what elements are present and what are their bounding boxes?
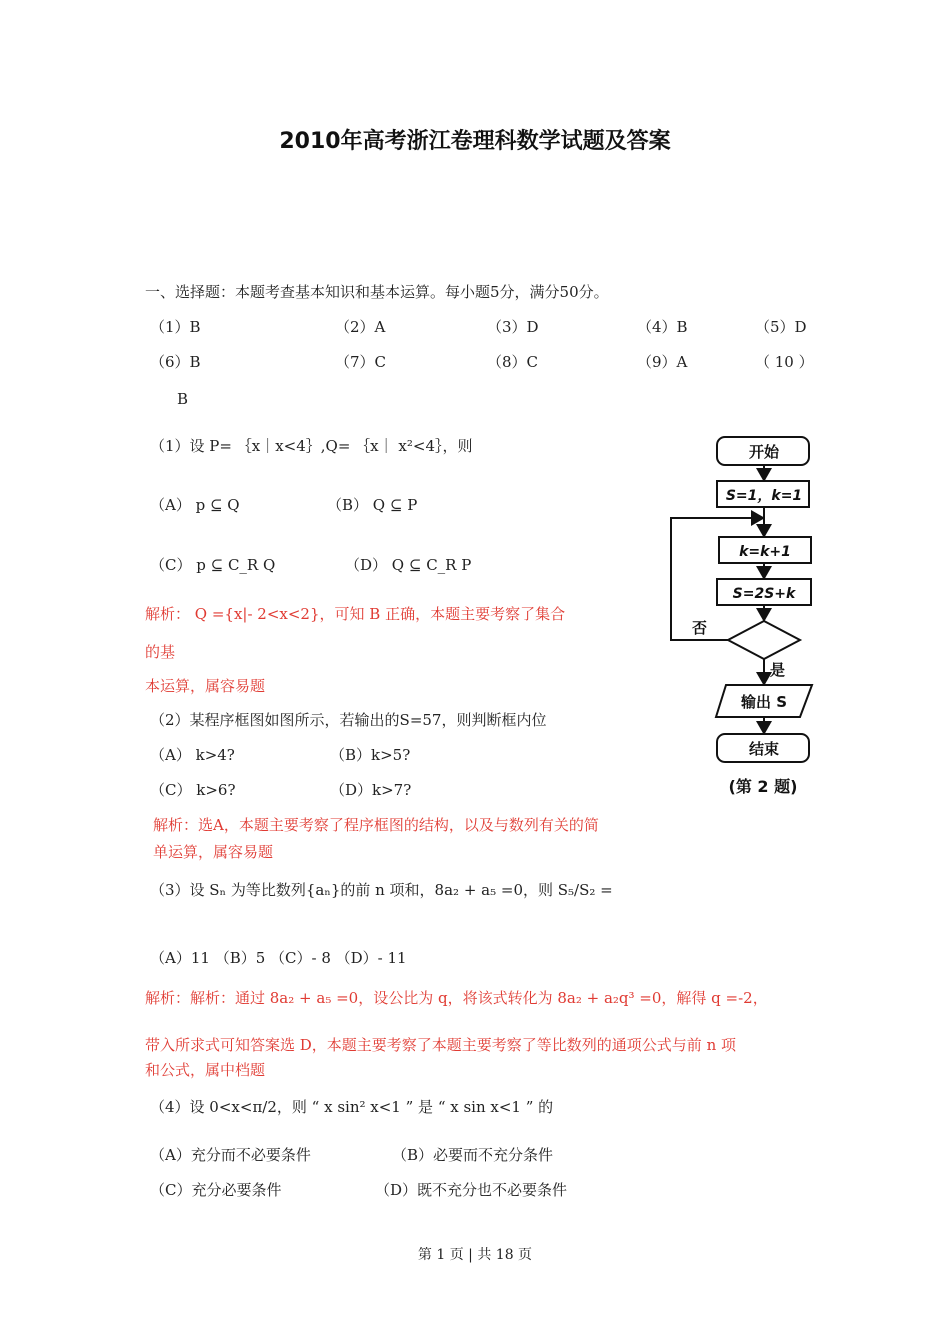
q2-solution: 单运算，属容易题 [153,843,274,861]
flowchart [660,425,840,810]
init-label: S=1，k=1 [725,488,803,504]
update-label: S=2S+k [732,586,796,602]
answer: （2）A [335,318,386,336]
q3-options: （A）11 （B）5 （C）- 8 （D）- 11 [150,949,407,967]
q1-option-b: （B） Q ⊆ P [327,496,418,514]
answer: B [177,390,189,408]
q3-stem: （3）设 Sₙ 为等比数列{aₙ}的前 n 项和，8a₂ + a₅ =0，则 S₅/S₂ = [150,881,613,899]
no-label: 否 [692,619,708,637]
answer: （6）B [150,353,201,371]
answer: （ 10 ） [755,353,814,371]
answer: （7）C [335,353,387,371]
q1-stem: （1）设 P= ｛x｜x<4｝,Q= ｛x｜ x²<4｝，则 [150,437,473,455]
q1-solution: 解析： Q ={x|- 2<x<2}，可知 B 正确，本题主要考察了集合 [145,605,566,623]
q3-solution: 解析：解析：通过 8a₂ + a₅ =0，设公比为 q，将该式转化为 8a₂ + a₂q³ =0，解得 q =-2， [145,989,768,1007]
q2-option-b: （B）k>5? [330,746,411,764]
q2-option-c: （C） k>6? [150,781,236,799]
start-label: 开始 [748,443,780,461]
q2-solution: 解析：选A，本题主要考察了程序框图的结构，以及与数列有关的简 [153,816,599,834]
q2-option-a: （A） k>4? [150,746,235,764]
q1-solution: 本运算，属容易题 [145,677,266,695]
q1-option-d: （D） Q ⊆ C_R P [345,556,472,574]
answer: （1）B [150,318,201,336]
figure-caption: (第 2 题) [728,777,798,796]
page-footer: 第 1 页 | 共 18 页 [417,1247,533,1263]
q1-solution: 的基 [145,643,176,661]
q4-option-b: （B）必要而不充分条件 [392,1146,554,1164]
q4-option-d: （D）既不充分也不必要条件 [375,1181,568,1199]
page-title: 2010年高考浙江卷理科数学试题及答案 [279,129,671,154]
answer: （3）D [487,318,539,336]
section-heading: 一、选择题：本题考查基本知识和基本运算。每小题5分，满分50分。 [145,283,609,301]
output-label: 输出 S [740,693,788,711]
answer: （8）C [487,353,539,371]
q3-solution: 和公式，属中档题 [145,1061,266,1079]
q2-stem: （2）某程序框图如图所示，若输出的S=57，则判断框内位 [150,711,547,729]
q4-stem: （4）设 0<x<π/2，则 “ x sin² x<1 ” 是 “ x sin x<1 ” 的 [150,1098,554,1116]
q4-option-a: （A）充分而不必要条件 [150,1146,311,1164]
decision-node [728,621,800,659]
increment-label: k=k+1 [739,544,791,560]
q4-option-c: （C）充分必要条件 [150,1181,282,1199]
q1-option-c: （C） p ⊆ C_R Q [150,556,276,574]
q2-option-d: （D）k>7? [330,781,412,799]
q1-option-a: （A） p ⊆ Q [150,496,240,514]
q3-solution: 带入所求式可知答案选 D，本题主要考察了本题主要考察了等比数列的通项公式与前 n 项 [145,1036,736,1054]
answer: （4）B [637,318,688,336]
answer: （9）A [637,353,688,371]
end-label: 结束 [748,740,780,758]
yes-label: 是 [770,661,786,679]
answer: （5）D [755,318,807,336]
